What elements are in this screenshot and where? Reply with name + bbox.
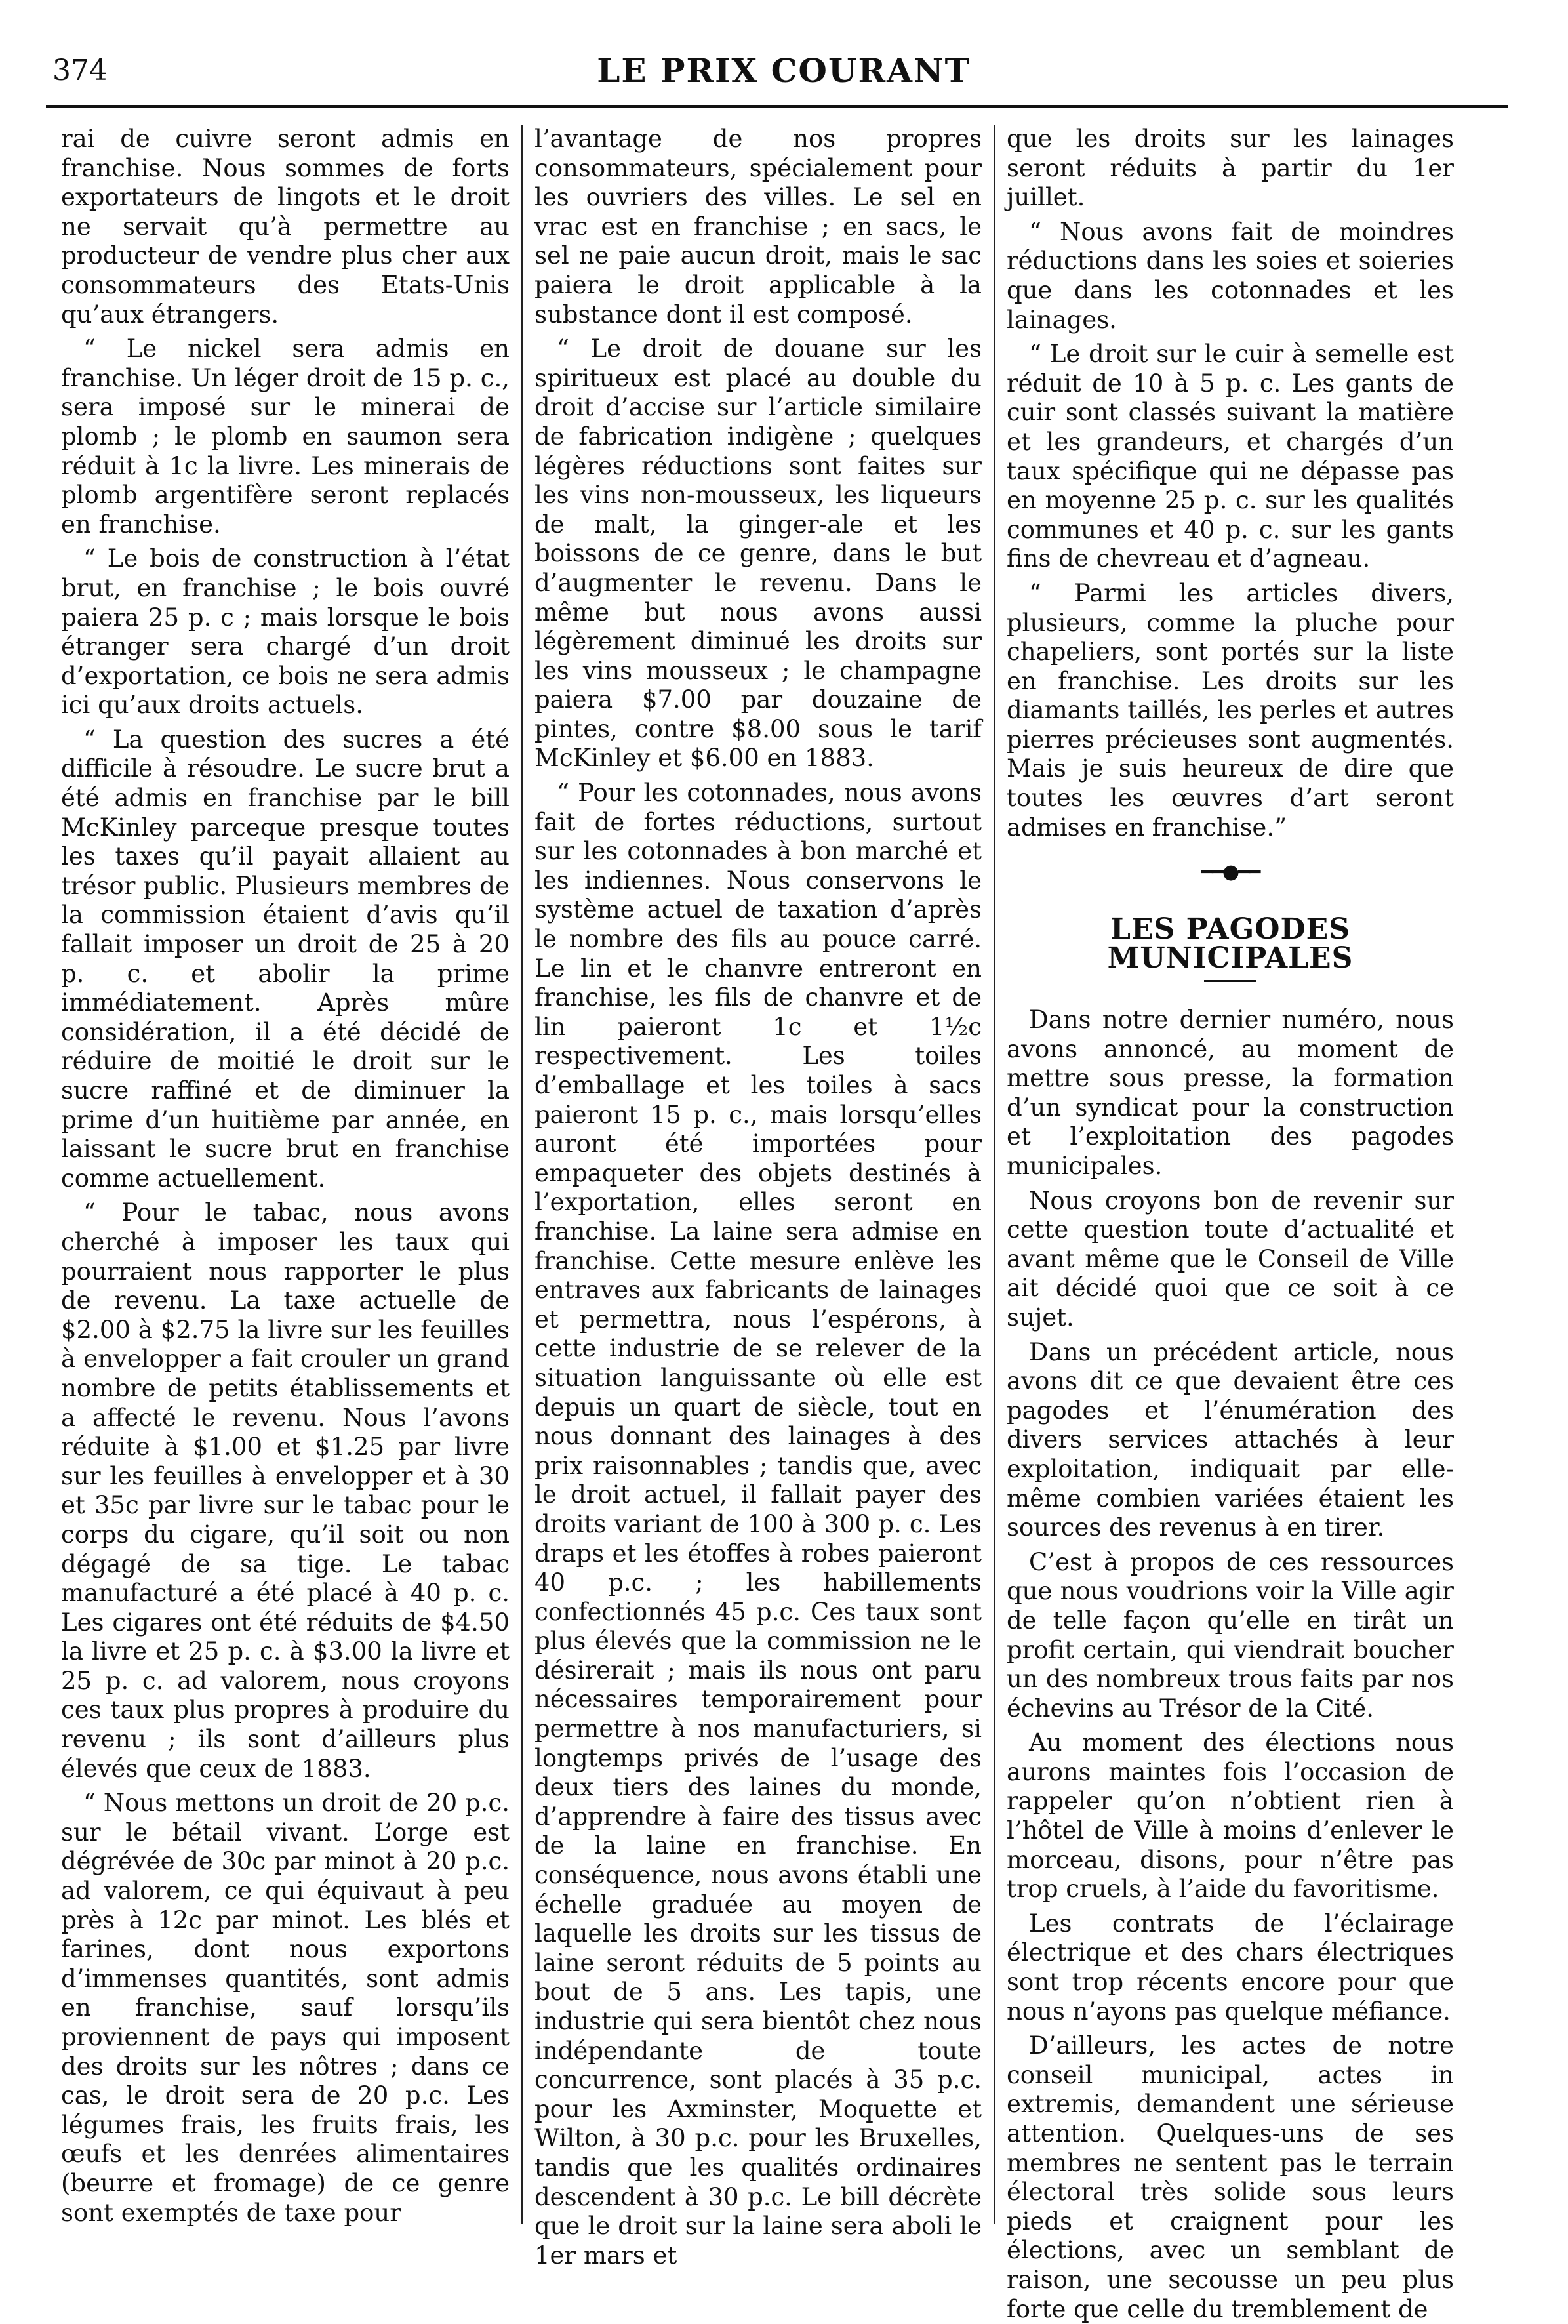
paragraph: “ Pour le tabac, nous avons cherché à imposer les taux qui pourraient nous rapporter le plus de revenu. La taxe actuelle de $2.00 à $2.75 la livre sur les feuilles à envelopper a fait crouler un grand nombre de petits établissements et a affecté le revenu. Nous l’avons réduite à $1.00 et $1.25 par livre sur les feuilles à envelopper et à 30 et 35c par livre sur le tabac pour le corps du cigare, qu’il soit ou non dégagé de sa tige. Le tabac manufacturé a été placé à 40 p. c. Les cigares ont été réduits de $4.50 la livre et 25 p. c. à $3.00 la livre et 25 p. c. ad valorem, nous croyons ces taux plus propres à produire du revenu ; ils sont d’ailleurs plus élevés que ceux de 1883. — [61, 1198, 510, 1783]
paragraph: l’avantage de nos propres consommateurs, spécialement pour les ouvriers des villes. Le sel en vrac est en franchise ; en sacs, le sel ne paie aucun droit, mais le sac paiera le droit applicable à la substance dont il est composé. — [534, 125, 982, 329]
paragraph: “ Le droit de douane sur les spiritueux est placé au double du droit d’accise sur l’article similaire de fabrication indigène ; quelques légères réductions sont faites sur les vins non-mousseux, les liqueurs de malt, la ginger-ale et les boissons de ce genre, dans le but d’augmenter le revenu. Dans le même but nous avons aussi légèrement diminué les droits sur les vins mousseux ; le champagne paiera $7.00 par douzaine de pintes, contre $8.00 sous le tarif McKinley et $6.00 en 1883. — [534, 335, 982, 773]
paragraph: Nous croyons bon de revenir sur cette question toute d’actualité et avant même que le Conseil de Ville ait décidé quoi que ce soit à ce sujet. — [1007, 1186, 1454, 1332]
paragraph: “ Pour les cotonnades, nous avons fait de fortes réductions, surtout sur les cotonnades à bon marché et les indiennes. Nous conservons le système actuel de taxation d’après le nombre des fils au pouce carré. Le lin et le chanvre entreront en franchise, les fils de chanvre et de lin paieront 1c et 1½c respectivement. Les toiles d’emballage et les toiles à sacs paieront 15 p. c., mais lorsqu’elles auront été importées pour empaqueter des objets destinés à l’exportation, elles seront en franchise. La laine sera admise en franchise. Cette mesure enlève les entraves aux fabricants de lainages et permettra, nous l’espérons, à cette industrie de se relever de la situation languissante où elle est depuis un quart de siècle, tout en nous donnant des lainages à des prix raisonnables ; tandis que, avec le droit actuel, il fallait payer des droits variant de 100 à 300 p. c. Les draps et les étoffes à robes paieront 40 p.c. ; les habillements confectionnés 45 p.c. Ces taux sont plus élevés que la commission ne le désirerait ; mais ils nous ont paru nécessaires temporairement pour permettre à nos manufacturiers, si longtemps privés de l’usage des deux tiers des laines du monde, d’apprendre à faire des tissus avec de la laine en franchise. En conséquence, nous avons établi une échelle graduée au moyen de laquelle les droits sur les tissus de laine seront réduits de 5 points au bout de 5 ans. Les tapis, une industrie qui sera bientôt chez nous indépendante de toute concurrence, sont placés à 35 p.c. pour les Axminster, Moquette et Wilton, à 30 p.c. pour les Bruxelles, tandis que les qualités ordinaires descendent à 30 p.c. Le bill décrète que le droit sur la laine sera aboli le 1er mars et — [534, 779, 982, 2270]
paragraph: “ Nous avons fait de moindres réductions dans les soies et soieries que dans les cotonnades et les lainages. — [1007, 217, 1454, 334]
title-rule — [1204, 980, 1256, 982]
page-number: 374 — [52, 54, 108, 87]
paragraph: Dans notre dernier numéro, nous avons annoncé, au moment de mettre sous presse, la formation d’un syndicat pour la construction et l’exploitation des pagodes municipales. — [1007, 1006, 1454, 1180]
page-header — [46, 46, 1521, 98]
paragraph: rai de cuivre seront admis en franchise. Nous sommes de forts exportateurs de lingots et le droit ne servait qu’à permettre au producteur de vendre plus cher aux consommateurs des Etats-Unis qu’aux étrangers. — [61, 125, 510, 329]
paragraph: “ Parmi les articles divers, plusieurs, comme la pluche pour chapeliers, sont portés sur la liste en franchise. Les droits sur les diamants taillés, les perles et autres pierres précieuses sont augmentés. Mais je suis heureux de dire que toutes les œuvres d’art seront admises en franchise.” — [1007, 579, 1454, 842]
column-3 — [994, 125, 1466, 2323]
paragraph: Dans un précédent article, nous avons dit ce que devaient être ces pagodes et l’énumération des divers services attachés à leur exploitation, indiquait par elle-même combien variées étaient les sources des revenus à en tirer. — [1007, 1337, 1454, 1542]
paragraph: “ Le bois de construction à l’état brut, en franchise ; le bois ouvré paiera 25 p. c ; mais lorsque le bois étranger sera chargé d’un droit d’exportation, ce bois ne sera admis ici qu’aux droits actuels. — [61, 544, 510, 720]
paragraph: “ La question des sucres a été difficile à résoudre. Le sucre brut a été admis en franchise par le bill McKinley parceque presque toutes les taxes qu’il payait allaient au trésor public. Plusieurs membres de la commission étaient d’avis qu’il fallait imposer un droit de 25 à 20 p. c. et abolir la prime immédiatement. Après mûre considération, il a été décidé de réduire de moitié le droit sur le sucre raffiné et de diminuer la prime d’un huitième par année, en laissant le sucre brut en franchise comme actuellement. — [61, 725, 510, 1193]
column-2 — [521, 125, 994, 2270]
text-columns — [49, 125, 1518, 2323]
paragraph: “ Nous mettons un droit de 20 p.c. sur le bétail vivant. L’orge est dégrévée de 30c par minot à 20 p.c. ad valorem, ce qui équivaut à peu près à 12c par minot. Les blés et farines, dont nous exportons d’immenses quantités, sont admis en franchise, sauf lorsqu’ils proviennent de pays qui imposent des droits sur les nôtres ; dans ce cas, le droit sera de 20 p.c. Les légumes frais, les fruits frais, les œufs et les denrées alimentaires (beurre et fromage) de ce genre sont exemptés de taxe pour — [61, 1789, 510, 2227]
section-title: LES PAGODES MUNICIPALES — [1107, 912, 1354, 975]
paragraph: que les droits sur les lainages seront réduits à partir du 1er juillet. — [1007, 125, 1454, 212]
paragraph: “ Le nickel sera admis en franchise. Un léger droit de 15 p. c., sera imposé sur le minerai de plomb ; le plomb en saumon sera réduit à 1c la livre. Les minerais de plomb argentifère seront replacés en franchise. — [61, 335, 510, 539]
column-1 — [49, 125, 521, 2227]
paragraph: C’est à propos de ces ressources que nous voudrions voir la Ville agir de telle façon qu’elle en tirât un profit certain, qui viendrait boucher un des nombreux trous faits par nos échevins au Trésor de la Cité. — [1007, 1547, 1454, 1723]
journal-title: LE PRIX COURANT — [597, 51, 971, 90]
paragraph: Les contrats de l’éclairage électrique et des chars électriques sont trop récents encore pour que nous n’ayons pas quelque méfiance. — [1007, 1909, 1454, 2026]
paragraph: D’ailleurs, les actes de notre conseil municipal, actes in extremis, demandent une sérieuse attention. Quelques-uns de ses membres ne sentent pas le terrain électoral très solide sous leurs pieds et craignent pour les élections, avec un semblant de raison, une secousse un peu plus forte que celle du tremblement de — [1007, 2031, 1454, 2323]
paragraph: Au moment des élections nous aurons maintes fois l’occasion de rappeler qu’on n’obtient rien à l’hôtel de Ville à moins d’enlever le morceau, disons, pour n’être pas trop cruels, à l’aide du favoritisme. — [1007, 1728, 1454, 1904]
paragraph: “ Le droit sur le cuir à semelle est réduit de 10 à 5 p. c. Les gants de cuir sont classés suivant la matière et les grandeurs, et chargés d’un taux spécifique qui ne dépasse pas en moyenne 25 p. c. sur les qualités communes et 40 p. c. sur les gants fins de chevreau et d’agneau. — [1007, 340, 1454, 573]
header-rule — [46, 105, 1508, 108]
ornament-divider: ━━●━━ — [1201, 861, 1260, 884]
